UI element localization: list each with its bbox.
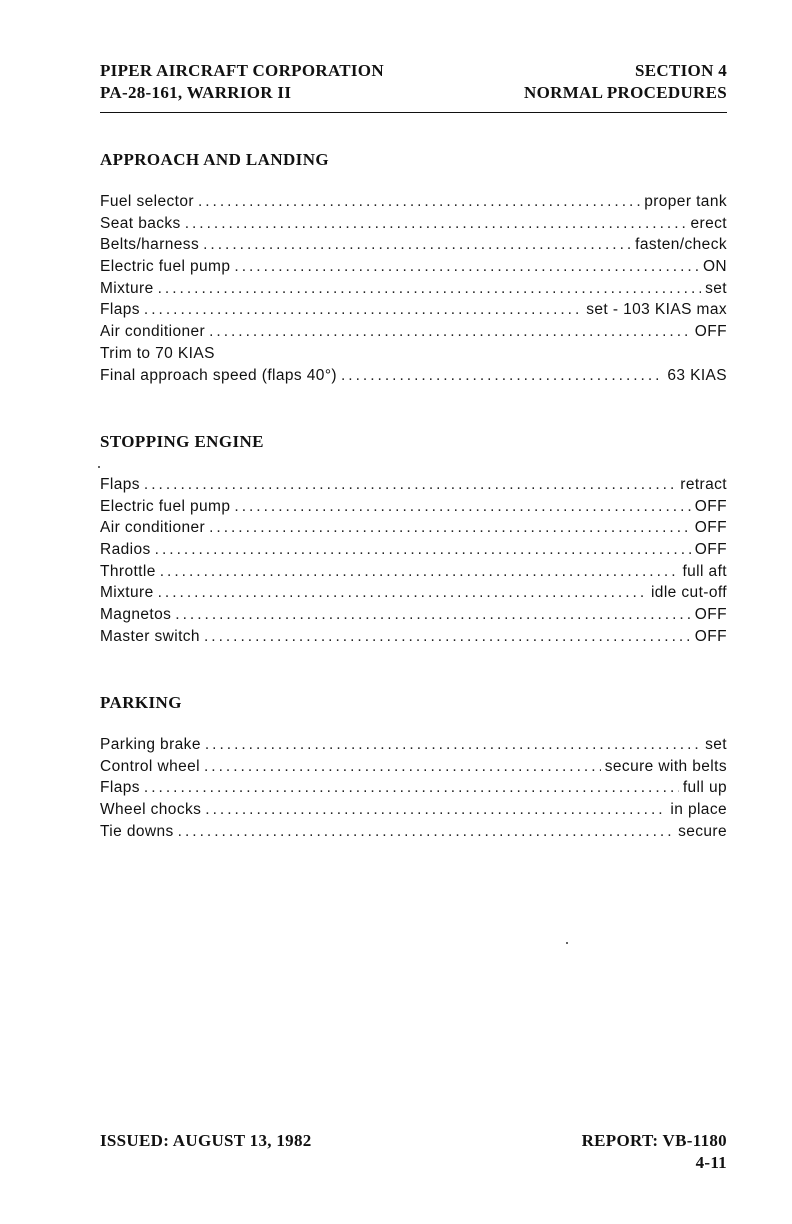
checklist-item: Flaps xyxy=(100,779,140,797)
checklist-item: Wheel chocks xyxy=(100,801,202,819)
checklist-value: set xyxy=(705,279,727,297)
checklist-item: Trim to 70 KIAS xyxy=(100,344,215,362)
checklist-value: full aft xyxy=(682,562,727,580)
section-title: NORMAL PROCEDURES xyxy=(524,83,727,102)
report-number: REPORT: VB-1180 xyxy=(581,1131,727,1150)
dot-leader xyxy=(234,496,690,518)
checklist-row xyxy=(100,582,727,604)
checklist-item: Radios xyxy=(100,541,151,559)
checklist-item: Throttle xyxy=(100,562,156,580)
dot-leader xyxy=(203,234,631,256)
checklist-value: fasten/check xyxy=(635,236,727,254)
checklist-row xyxy=(100,256,727,278)
checklist-row xyxy=(100,234,727,256)
checklist-value: in place xyxy=(670,801,727,819)
checklist-item: Mixture xyxy=(100,584,154,602)
page-number: 4-11 xyxy=(695,1153,727,1172)
checklist-value: idle cut-off xyxy=(650,584,727,602)
checklist-value: full up xyxy=(682,779,727,797)
checklist-item: Final approach speed (flaps 40°) xyxy=(100,366,337,384)
issued-date: ISSUED: AUGUST 13, 1982 xyxy=(100,1131,312,1150)
checklist-row xyxy=(100,604,727,626)
checklist-row xyxy=(100,561,727,583)
page-header xyxy=(100,60,727,108)
header-left xyxy=(100,60,384,104)
checklist-row xyxy=(100,756,727,778)
checklist-value: OFF xyxy=(694,627,727,645)
checklist-value: retract xyxy=(680,476,727,493)
checklist-row xyxy=(100,517,727,539)
checklist-item: Magnetos xyxy=(100,606,172,624)
checklist-value: ON xyxy=(702,258,727,276)
approach-checklist xyxy=(100,191,727,386)
dot-leader xyxy=(209,321,691,343)
checklist-row xyxy=(100,278,727,300)
checklist-value: OFF xyxy=(694,323,727,341)
checklist-value: OFF xyxy=(694,497,727,515)
checklist-row xyxy=(100,343,727,365)
checklist-item: Flaps xyxy=(100,301,140,319)
checklist-item: Air conditioner xyxy=(100,323,206,341)
checklist-value: secure with belts xyxy=(604,757,727,775)
dot-leader xyxy=(144,777,679,799)
dot-leader xyxy=(144,474,676,496)
checklist-row xyxy=(100,777,727,799)
stopping-checklist xyxy=(100,474,727,648)
header-rule xyxy=(100,112,727,113)
dot-leader xyxy=(160,561,679,583)
checklist-item: Control wheel xyxy=(100,757,200,775)
checklist-value: set - 103 KIAS max xyxy=(586,301,727,319)
dot-leader xyxy=(175,604,691,626)
checklist-row xyxy=(100,365,727,387)
checklist-value: secure xyxy=(678,822,727,840)
approach-heading: APPROACH AND LANDING xyxy=(100,150,329,169)
checklist-value: OFF xyxy=(694,606,727,624)
checklist-item: Fuel selector xyxy=(100,193,194,210)
checklist-row xyxy=(100,299,727,321)
dot-leader xyxy=(198,191,640,213)
dot-leader xyxy=(185,213,687,235)
checklist-row xyxy=(100,213,727,235)
section-number: SECTION 4 xyxy=(635,61,727,80)
dot-leader xyxy=(341,365,663,387)
checklist-row xyxy=(100,191,727,213)
dot-leader xyxy=(205,799,666,821)
print-speck xyxy=(566,942,568,944)
dot-leader xyxy=(234,256,699,278)
checklist-value: proper tank xyxy=(644,193,727,210)
checklist-row xyxy=(100,821,727,843)
dot-leader xyxy=(158,278,701,300)
stopping-heading: STOPPING ENGINE xyxy=(100,432,264,451)
checklist-row xyxy=(100,626,727,648)
aircraft-model: PA-28-161, WARRIOR II xyxy=(100,83,292,102)
parking-checklist xyxy=(100,734,727,842)
checklist-value: OFF xyxy=(694,541,727,559)
checklist-item: Mixture xyxy=(100,279,154,297)
manual-page xyxy=(100,60,727,1210)
dot-leader xyxy=(204,756,601,778)
dot-leader xyxy=(158,582,647,604)
dot-leader xyxy=(144,299,582,321)
print-speck xyxy=(98,466,100,468)
dot-leader xyxy=(178,821,674,843)
checklist-item: Tie downs xyxy=(100,822,174,840)
checklist-item: Belts/harness xyxy=(100,236,200,254)
checklist-item: Seat backs xyxy=(100,214,181,232)
checklist-row xyxy=(100,734,727,756)
checklist-value: set xyxy=(705,736,727,753)
checklist-row xyxy=(100,799,727,821)
checklist-item: Parking brake xyxy=(100,736,201,753)
header-right xyxy=(524,60,727,104)
checklist-item: Air conditioner xyxy=(100,519,206,537)
checklist-row xyxy=(100,539,727,561)
dot-leader xyxy=(204,626,691,648)
dot-leader xyxy=(205,734,701,756)
checklist-row xyxy=(100,474,727,496)
checklist-item: Master switch xyxy=(100,627,200,645)
checklist-item: Electric fuel pump xyxy=(100,497,231,515)
checklist-value: 63 KIAS xyxy=(667,366,727,384)
dot-leader xyxy=(209,517,691,539)
company-name: PIPER AIRCRAFT CORPORATION xyxy=(100,61,384,80)
dot-leader xyxy=(155,539,691,561)
checklist-value: erect xyxy=(690,214,727,232)
checklist-value: OFF xyxy=(694,519,727,537)
checklist-row xyxy=(100,496,727,518)
checklist-row xyxy=(100,321,727,343)
footer-right xyxy=(582,1130,727,1174)
checklist-item: Flaps xyxy=(100,476,140,493)
checklist-item: Electric fuel pump xyxy=(100,258,231,276)
parking-heading: PARKING xyxy=(100,693,182,712)
